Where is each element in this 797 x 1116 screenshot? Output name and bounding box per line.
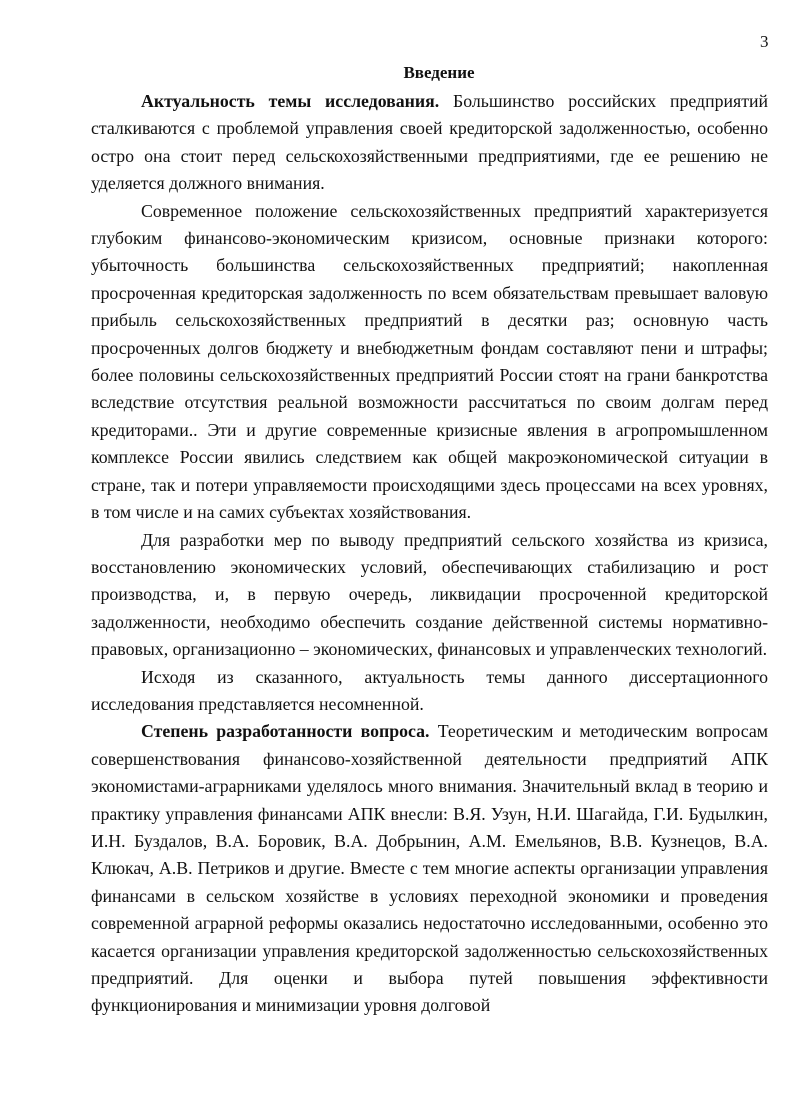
page-number: 3 <box>760 32 769 51</box>
paragraph-text: Большинство российских предприятий сталкиваются с проблемой управления своей кредиторской задолженностью, особенно остро она стоит перед сельскохозяйственными предприятиями, где ее решению не уделяется должного внимания. <box>91 91 769 194</box>
paragraph-degree-of-development <box>91 718 768 1019</box>
paragraph-relevance <box>91 88 768 198</box>
page-title: Введение <box>403 63 475 82</box>
paragraph-text: Для разработки мер по выводу предприятий сельского хозяйства из кризиса, восстановлению экономических условий, обеспечивающих стабилизацию и рост производства, и, в первую очередь, ликвидации просроченной кредиторской задолженности, необходимо обеспечить создание действенной системы нормативно-правовых, организационно – экономических, финансовых и управленческих технологий. <box>91 529 768 660</box>
paragraph-text: Современное положение сельскохозяйственных предприятий характеризуется глубоким финансово-экономическим кризисом, основные признаки которого: убыточность большинства сельскохозяйственных предприятий; накопленная просроченная кредиторская задолженность по всем обязательствам превышает валовую прибыль сельскохозяйственных предприятий в десятки раз; основную часть просроченных долгов бюджету и внебюджетным фондам составляют пени и штрафы; более половины сельскохозяйственных предприятий России стоят на грани банкротства вследствие отсутствия реальной возможности рассчитаться по своим долгам перед кредиторами.. Эти и другие современные кризисные явления в агропромышленном комплексе России явились следствием как общей макроэкономической ситуации в стране, так и потери управляемости происходящими здесь процессами на всех уровнях, в том числе и на самих субъектах хозяйствования. <box>91 200 768 523</box>
paragraph-heading: Актуальность темы исследования. <box>141 91 440 111</box>
paragraph-current-state <box>91 198 768 527</box>
paragraph-text: Исходя из сказанного, актуальность темы данного диссертационного исследования представляется несомненной. <box>91 666 768 714</box>
paragraph-measures <box>91 527 768 664</box>
paragraph-text: Теоретическим и методическим вопросам совершенствования финансово-хозяйственной деятельности предприятий АПК экономистами-аграрниками уделялось много внимания. Значительный вклад в теорию и практику управления финансами АПК внесли: В.Я. Узун, Н.И. Шагайда, Г.И. Будылкин, И.Н. Буздалов, В.А. Боровик, В.А. Добрынин, А.М. Емельянов, В.В. Кузнецов, В.А. Клюкач, А.В. Петриков и другие. Вместе с тем многие аспекты организации управления финансами в сельском хозяйстве в условиях переходной экономики и проведения современной аграрной реформы оказались недостаточно исследованными, особенно это касается организации управления кредиторской задолженностью сельскохозяйственных предприятий. Для оценки и выбора путей повышения эффективности функционирования и минимизации уровня долговой <box>91 721 768 1016</box>
paragraph-conclusion <box>91 664 768 719</box>
body-text <box>91 88 768 1020</box>
paragraph-heading: Степень разработанности вопроса. <box>141 721 430 742</box>
